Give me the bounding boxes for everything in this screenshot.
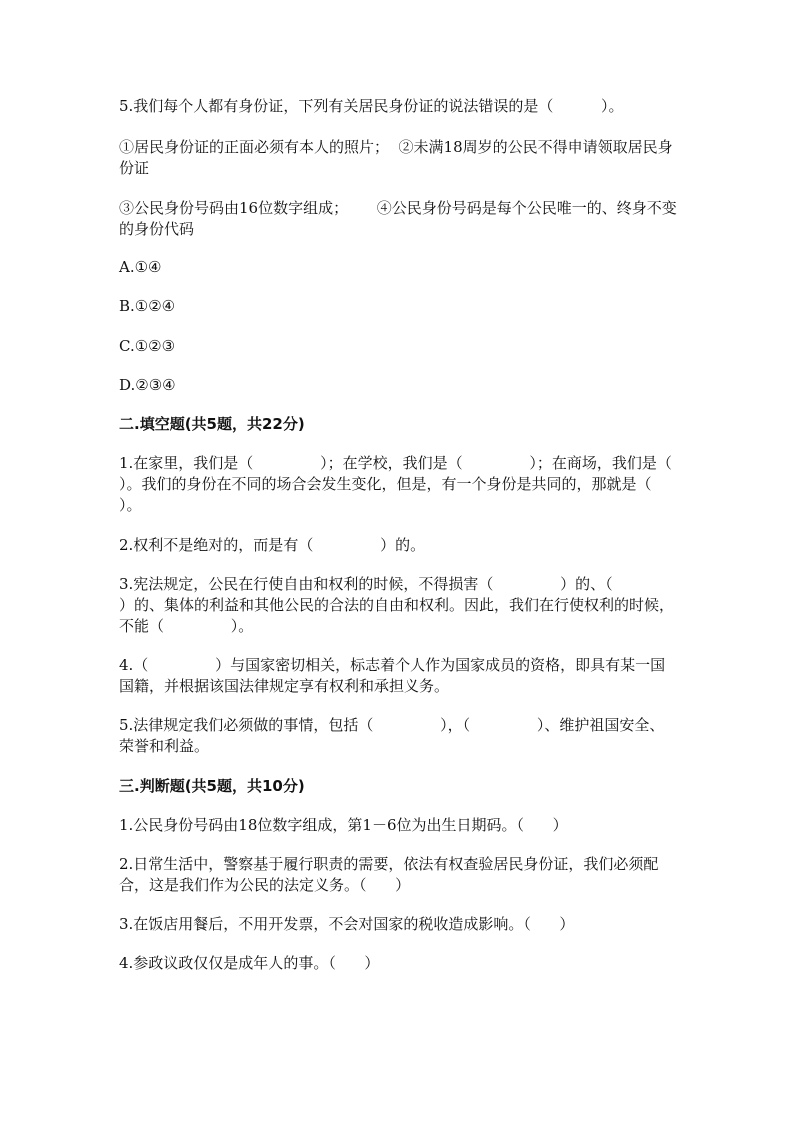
fill-section-heading: 二.填空题(共5题，共22分): [119, 415, 305, 433]
option-d: D.②③④: [119, 376, 176, 394]
option-c: C.①②③: [119, 337, 176, 355]
fill-question-2: 2.权利不是绝对的，而是有（ ）的。: [119, 536, 426, 554]
fill-question-3: 3.宪法规定，公民在行使自由和权利的时候，不得损害（ ）的、（ ）的、集体的利益和其他公民的合法的自由和权利。因此，我们在行使权利的时候，不能（ ）。: [119, 575, 680, 635]
judge-section-heading: 三.判断题(共5题，共10分): [119, 777, 305, 795]
mc-statements-1: ①居民身份证的正面必须有本人的照片； ②未满18周岁的公民不得申请领取居民身份证: [119, 138, 673, 177]
fill-question-1: 1.在家里，我们是（ ）；在学校，我们是（ ）；在商场，我们是（ ）。我们的身份在不同的场合会发生变化，但是，有一个身份是共同的，那就是（ ）。: [119, 454, 739, 514]
fill-question-4: 4.（ ）与国家密切相关，标志着个人作为国家成员的资格，即具有某一国国籍，并根据该国法律规定享有权利和承担义务。: [119, 656, 666, 695]
mc-question-stem: 5.我们每个人都有身份证，下列有关居民身份证的说法错误的是（ ）。: [119, 97, 624, 115]
judge-question-3: 3.在饭店用餐后，不用开发票，不会对国家的税收造成影响。（ ）: [119, 915, 575, 933]
judge-question-4: 4.参政议政仅仅是成年人的事。（ ）: [119, 954, 380, 972]
judge-question-1: 1.公民身份号码由18位数字组成，第1－6位为出生日期码。（ ）: [119, 816, 568, 834]
mc-statements-2: ③公民身份号码由16位数字组成； ④公民身份号码是每个公民唯一的、终身不变的身份代码: [119, 199, 677, 238]
option-b: B.①②④: [119, 297, 176, 315]
judge-question-2: 2.日常生活中，警察基于履行职责的需要，依法有权查验居民身份证，我们必须配合，这是我们作为公民的法定义务。（ ）: [119, 855, 659, 894]
fill-question-5: 5.法律规定我们必须做的事情，包括（ ），（ ）、维护祖国安全、荣誉和利益。: [119, 716, 665, 755]
option-a: A.①④: [119, 258, 162, 276]
